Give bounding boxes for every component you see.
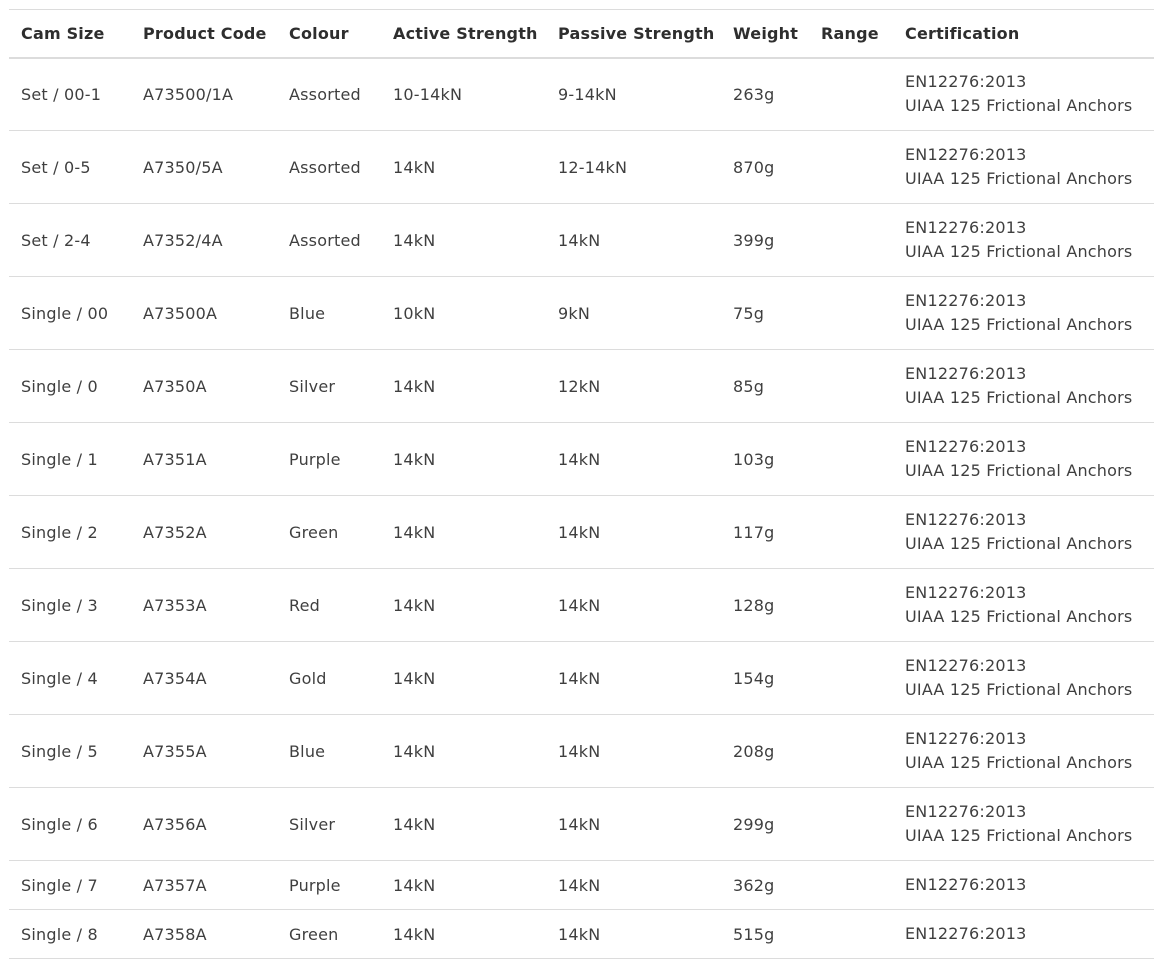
cell-active-strength: 14kN xyxy=(381,910,546,959)
certification-uiaa: UIAA 125 Frictional Anchors xyxy=(905,388,1133,407)
cell-active-strength: 14kN xyxy=(381,131,546,204)
table-row xyxy=(9,204,1154,277)
header-active-strength: Active Strength xyxy=(381,10,546,58)
certification-uiaa: UIAA 125 Frictional Anchors xyxy=(905,826,1133,845)
cell-range xyxy=(809,204,893,277)
cell-passive-strength: 12-14kN xyxy=(546,131,721,204)
cell-passive-strength: 14kN xyxy=(546,788,721,861)
certification-standard: EN12276:2013 xyxy=(905,802,1027,821)
cell-cam-size: Single / 7 xyxy=(9,861,131,910)
cell-range xyxy=(809,350,893,423)
cell-certification xyxy=(893,715,1154,788)
cell-active-strength: 14kN xyxy=(381,788,546,861)
cell-range xyxy=(809,58,893,131)
header-passive-strength: Passive Strength xyxy=(546,10,721,58)
cell-cam-size: Single / 5 xyxy=(9,715,131,788)
cell-range xyxy=(809,277,893,350)
cell-certification xyxy=(893,131,1154,204)
product-spec-table xyxy=(9,9,1154,959)
cell-cam-size: Single / 2 xyxy=(9,496,131,569)
cell-range xyxy=(809,642,893,715)
cell-range xyxy=(809,788,893,861)
cell-passive-strength: 14kN xyxy=(546,423,721,496)
header-colour: Colour xyxy=(277,10,381,58)
certification-standard: EN12276:2013 xyxy=(905,364,1027,383)
header-weight: Weight xyxy=(721,10,809,58)
cell-passive-strength: 14kN xyxy=(546,910,721,959)
certification-standard: EN12276:2013 xyxy=(905,924,1027,943)
table-row xyxy=(9,58,1154,131)
cell-active-strength: 14kN xyxy=(381,204,546,277)
cell-passive-strength: 12kN xyxy=(546,350,721,423)
cell-product-code: A7355A xyxy=(131,715,277,788)
cell-colour: Gold xyxy=(277,642,381,715)
certification-standard: EN12276:2013 xyxy=(905,875,1027,894)
cell-certification xyxy=(893,277,1154,350)
cell-colour: Green xyxy=(277,496,381,569)
cell-cam-size: Set / 0-5 xyxy=(9,131,131,204)
cell-weight: 870g xyxy=(721,131,809,204)
table-row xyxy=(9,496,1154,569)
cell-range xyxy=(809,861,893,910)
cell-cam-size: Single / 1 xyxy=(9,423,131,496)
cell-active-strength: 14kN xyxy=(381,423,546,496)
cell-range xyxy=(809,715,893,788)
cell-cam-size: Single / 8 xyxy=(9,910,131,959)
certification-standard: EN12276:2013 xyxy=(905,437,1027,456)
cell-cam-size: Single / 6 xyxy=(9,788,131,861)
header-cam-size: Cam Size xyxy=(9,10,131,58)
cell-cam-size: Single / 3 xyxy=(9,569,131,642)
cell-product-code: A7350/5A xyxy=(131,131,277,204)
cell-active-strength: 14kN xyxy=(381,861,546,910)
table-header-row xyxy=(9,10,1154,58)
cell-active-strength: 10-14kN xyxy=(381,58,546,131)
header-certification: Certification xyxy=(893,10,1154,58)
cell-colour: Blue xyxy=(277,277,381,350)
product-spec-table-container xyxy=(9,9,1154,959)
cell-product-code: A73500A xyxy=(131,277,277,350)
cell-range xyxy=(809,131,893,204)
cell-weight: 263g xyxy=(721,58,809,131)
cell-product-code: A7351A xyxy=(131,423,277,496)
cell-range xyxy=(809,910,893,959)
certification-standard: EN12276:2013 xyxy=(905,583,1027,602)
cell-active-strength: 14kN xyxy=(381,715,546,788)
table-body xyxy=(9,58,1154,959)
cell-active-strength: 14kN xyxy=(381,569,546,642)
cell-passive-strength: 14kN xyxy=(546,642,721,715)
cell-weight: 128g xyxy=(721,569,809,642)
cell-range xyxy=(809,423,893,496)
cell-passive-strength: 14kN xyxy=(546,861,721,910)
certification-uiaa: UIAA 125 Frictional Anchors xyxy=(905,169,1133,188)
cell-colour: Green xyxy=(277,910,381,959)
cell-certification xyxy=(893,569,1154,642)
cell-passive-strength: 14kN xyxy=(546,715,721,788)
cell-certification xyxy=(893,910,1154,959)
cell-colour: Blue xyxy=(277,715,381,788)
table-row xyxy=(9,423,1154,496)
table-row xyxy=(9,861,1154,910)
cell-weight: 299g xyxy=(721,788,809,861)
certification-standard: EN12276:2013 xyxy=(905,510,1027,529)
certification-uiaa: UIAA 125 Frictional Anchors xyxy=(905,680,1133,699)
table-row xyxy=(9,131,1154,204)
cell-weight: 208g xyxy=(721,715,809,788)
cell-passive-strength: 14kN xyxy=(546,496,721,569)
cell-passive-strength: 14kN xyxy=(546,204,721,277)
cell-weight: 85g xyxy=(721,350,809,423)
certification-standard: EN12276:2013 xyxy=(905,218,1027,237)
cell-product-code: A7353A xyxy=(131,569,277,642)
header-product-code: Product Code xyxy=(131,10,277,58)
cell-colour: Purple xyxy=(277,861,381,910)
cell-active-strength: 14kN xyxy=(381,350,546,423)
table-row xyxy=(9,350,1154,423)
certification-standard: EN12276:2013 xyxy=(905,291,1027,310)
cell-weight: 117g xyxy=(721,496,809,569)
cell-cam-size: Set / 00-1 xyxy=(9,58,131,131)
table-row xyxy=(9,715,1154,788)
cell-colour: Assorted xyxy=(277,131,381,204)
cell-certification xyxy=(893,496,1154,569)
cell-colour: Red xyxy=(277,569,381,642)
cell-product-code: A73500/1A xyxy=(131,58,277,131)
cell-certification xyxy=(893,423,1154,496)
cell-certification xyxy=(893,861,1154,910)
certification-standard: EN12276:2013 xyxy=(905,145,1027,164)
cell-certification xyxy=(893,350,1154,423)
cell-passive-strength: 9-14kN xyxy=(546,58,721,131)
cell-cam-size: Single / 4 xyxy=(9,642,131,715)
cell-certification xyxy=(893,204,1154,277)
table-row xyxy=(9,910,1154,959)
certification-uiaa: UIAA 125 Frictional Anchors xyxy=(905,753,1133,772)
cell-colour: Silver xyxy=(277,350,381,423)
table-row xyxy=(9,788,1154,861)
cell-passive-strength: 14kN xyxy=(546,569,721,642)
certification-uiaa: UIAA 125 Frictional Anchors xyxy=(905,534,1133,553)
cell-product-code: A7358A xyxy=(131,910,277,959)
cell-range xyxy=(809,496,893,569)
certification-uiaa: UIAA 125 Frictional Anchors xyxy=(905,461,1133,480)
cell-weight: 362g xyxy=(721,861,809,910)
cell-product-code: A7356A xyxy=(131,788,277,861)
cell-product-code: A7354A xyxy=(131,642,277,715)
certification-uiaa: UIAA 125 Frictional Anchors xyxy=(905,96,1133,116)
cell-weight: 399g xyxy=(721,204,809,277)
cell-weight: 103g xyxy=(721,423,809,496)
certification-uiaa: UIAA 125 Frictional Anchors xyxy=(905,242,1133,261)
cell-certification xyxy=(893,642,1154,715)
certification-standard: EN12276:2013 xyxy=(905,72,1027,92)
certification-standard: EN12276:2013 xyxy=(905,656,1027,675)
cell-cam-size: Set / 2-4 xyxy=(9,204,131,277)
cell-weight: 154g xyxy=(721,642,809,715)
table-row xyxy=(9,277,1154,350)
cell-certification xyxy=(893,58,1154,131)
cell-weight: 75g xyxy=(721,277,809,350)
cell-active-strength: 10kN xyxy=(381,277,546,350)
cell-weight: 515g xyxy=(721,910,809,959)
cell-cam-size: Single / 0 xyxy=(9,350,131,423)
table-row xyxy=(9,642,1154,715)
cell-product-code: A7352A xyxy=(131,496,277,569)
cell-colour: Assorted xyxy=(277,58,381,131)
cell-colour: Purple xyxy=(277,423,381,496)
cell-colour: Assorted xyxy=(277,204,381,277)
cell-product-code: A7357A xyxy=(131,861,277,910)
certification-standard: EN12276:2013 xyxy=(905,729,1027,748)
certification-uiaa: UIAA 125 Frictional Anchors xyxy=(905,315,1133,334)
cell-passive-strength: 9kN xyxy=(546,277,721,350)
cell-cam-size: Single / 00 xyxy=(9,277,131,350)
cell-product-code: A7350A xyxy=(131,350,277,423)
cell-active-strength: 14kN xyxy=(381,642,546,715)
table-row xyxy=(9,569,1154,642)
cell-active-strength: 14kN xyxy=(381,496,546,569)
cell-certification xyxy=(893,788,1154,861)
header-range: Range xyxy=(809,10,893,58)
cell-product-code: A7352/4A xyxy=(131,204,277,277)
cell-colour: Silver xyxy=(277,788,381,861)
cell-range xyxy=(809,569,893,642)
certification-uiaa: UIAA 125 Frictional Anchors xyxy=(905,607,1133,626)
